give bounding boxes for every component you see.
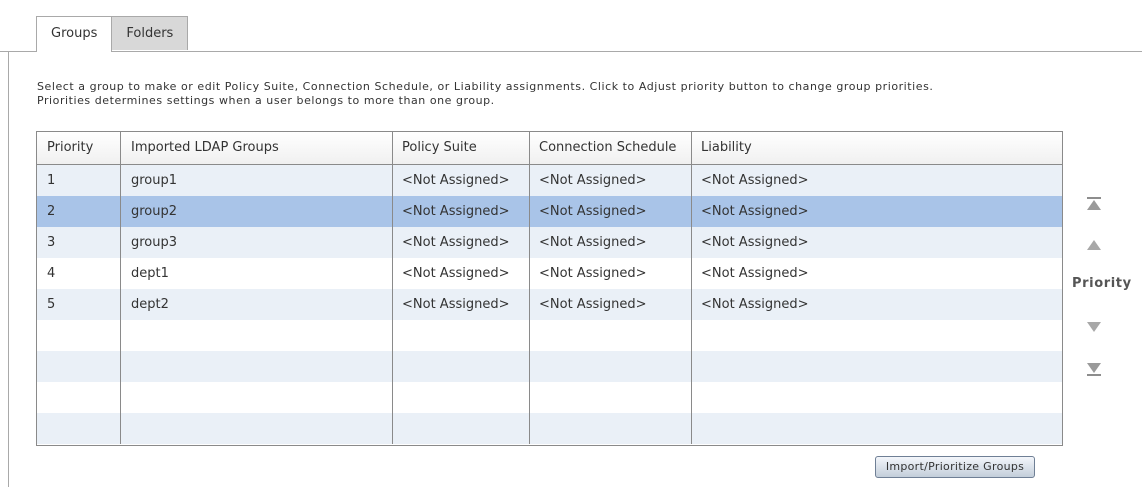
priority-cell: 5 (37, 289, 121, 320)
column-header-policy-suite[interactable]: Policy Suite (393, 132, 530, 164)
column-header-priority[interactable]: Priority (37, 132, 121, 164)
priority-label: Priority (1072, 276, 1132, 291)
column-header-liability[interactable]: Liability (701, 140, 752, 155)
table-row[interactable] (37, 258, 1062, 289)
move-to-top-icon[interactable] (1086, 196, 1102, 212)
empty-table-row (37, 351, 1062, 382)
table-row-selected[interactable] (37, 196, 1062, 227)
move-down-icon[interactable] (1086, 319, 1102, 335)
panel-top-border (0, 51, 1142, 52)
import-prioritize-groups-button[interactable]: Import/Prioritize Groups (875, 456, 1035, 478)
connection-schedule-cell: <Not Assigned> (530, 165, 692, 196)
instructions-text (37, 80, 1142, 108)
move-to-bottom-icon[interactable] (1086, 361, 1102, 377)
connection-schedule-cell: <Not Assigned> (530, 258, 692, 289)
policy-suite-cell: <Not Assigned> (393, 196, 530, 227)
liability-cell: <Not Assigned> (701, 297, 809, 312)
empty-table-row (37, 382, 1062, 413)
policy-suite-cell: <Not Assigned> (393, 227, 530, 258)
connection-schedule-cell: <Not Assigned> (530, 289, 692, 320)
priority-cell: 3 (37, 227, 121, 258)
policy-suite-cell: <Not Assigned> (393, 289, 530, 320)
connection-schedule-cell: <Not Assigned> (530, 196, 692, 227)
priority-cell: 1 (37, 165, 121, 196)
group-name-cell: group1 (121, 165, 393, 196)
empty-table-row (37, 413, 1062, 444)
empty-table-row (37, 320, 1062, 351)
groups-table (36, 131, 1063, 446)
priority-cell: 2 (37, 196, 121, 227)
group-name-cell: dept2 (121, 289, 393, 320)
table-row[interactable] (37, 227, 1062, 258)
move-up-icon[interactable] (1086, 237, 1102, 253)
column-header-connection-schedule[interactable]: Connection Schedule (530, 132, 692, 164)
policy-suite-cell: <Not Assigned> (393, 165, 530, 196)
group-name-cell: group2 (121, 196, 393, 227)
liability-cell: <Not Assigned> (701, 266, 809, 281)
policy-suite-cell: <Not Assigned> (393, 258, 530, 289)
instructions-line-2: Priorities determines settings when a user belongs to more than one group. (37, 94, 495, 107)
panel-left-border (8, 51, 9, 487)
table-row[interactable] (37, 165, 1062, 196)
table-row[interactable] (37, 289, 1062, 320)
priority-cell: 4 (37, 258, 121, 289)
liability-cell: <Not Assigned> (701, 235, 809, 250)
table-header (37, 132, 1062, 165)
tab-bar (36, 16, 188, 51)
instructions-line-1: Select a group to make or edit Policy Suite, Connection Schedule, or Liability assignments. Click to Adjust priority button to change group priorities. (37, 80, 934, 93)
liability-cell: <Not Assigned> (701, 204, 809, 219)
tab-groups[interactable]: Groups (36, 16, 112, 52)
tab-folders[interactable]: Folders (111, 16, 188, 50)
group-name-cell: dept1 (121, 258, 393, 289)
column-header-imported-ldap-groups[interactable]: Imported LDAP Groups (121, 132, 393, 164)
connection-schedule-cell: <Not Assigned> (530, 227, 692, 258)
group-name-cell: group3 (121, 227, 393, 258)
liability-cell: <Not Assigned> (701, 173, 809, 188)
